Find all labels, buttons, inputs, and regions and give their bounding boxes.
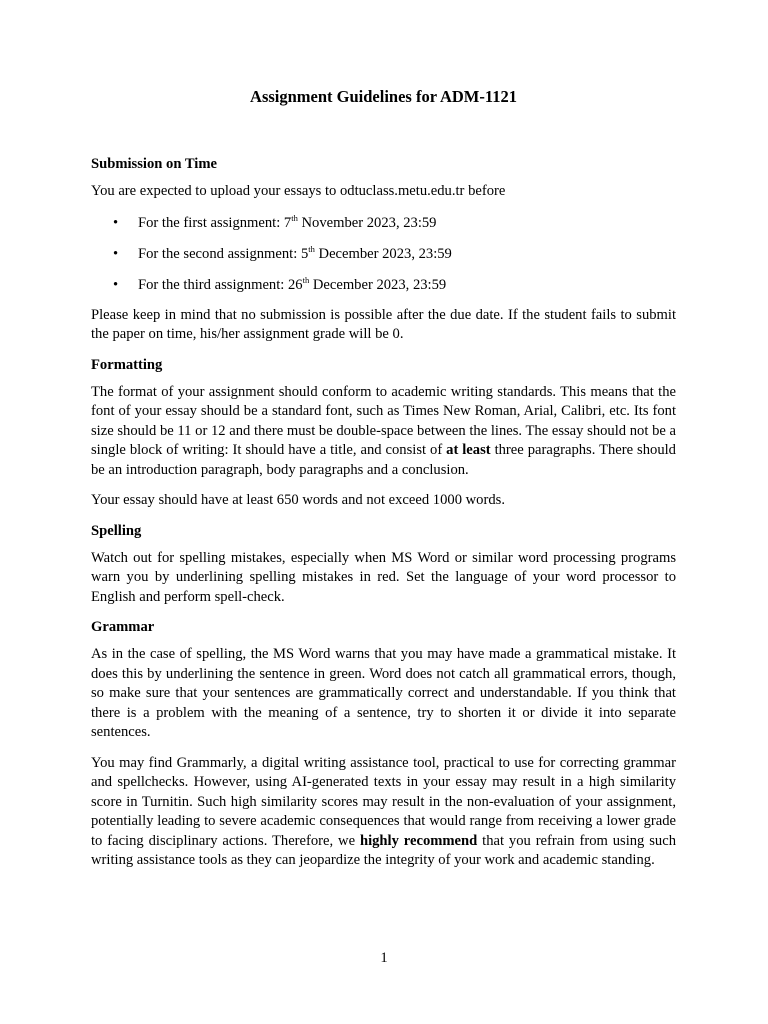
grammar-paragraph: As in the case of spelling, the MS Word warns that you may have made a grammatical mistake. It does this by underlining the sentence in green. Word does not catch all grammatical errors, though, so make sure that your sentences are grammatically correct and understandable. If you think that there is a problem with the meaning of a sentence, try to shorten it or divide it into separate sentences. — [91, 646, 676, 740]
submission-intro: You are expected to upload your essays to odtuclass.metu.edu.tr before — [91, 183, 506, 199]
list-item: • For the first assignment: 7th November 2023, 23:59 — [113, 212, 437, 231]
heading-submission: Submission on Time — [91, 156, 217, 172]
document-title: Assignment Guidelines for ADM-1121 — [250, 87, 517, 106]
word-count-paragraph: Your essay should have at least 650 words and not exceed 1000 words. — [91, 492, 505, 508]
deadline-list — [91, 213, 676, 295]
bullet-icon: • — [113, 214, 119, 231]
heading-grammar: Grammar — [91, 619, 155, 635]
bullet-icon: • — [113, 276, 119, 293]
bullet-icon: • — [113, 245, 119, 262]
list-item: • For the third assignment: 26th December 2023, 23:59 — [113, 274, 447, 293]
emphasis-highly-recommend: highly recommend — [359, 832, 478, 849]
page-number: 1 — [380, 950, 388, 966]
submission-note: Please keep in mind that no submission is possible after the due date. If the student fails to submit the paper on time, his/her assignment grade will be 0. — [91, 306, 676, 342]
heading-spelling: Spelling — [91, 522, 142, 539]
grammarly-paragraph: You may find Grammarly, a digital writing assistance tool, practical to use for correcting grammar and spellchecks. However, using AI-generated texts in your essay may result in a high similarity score in Turnitin. Such high similarity scores may result in the non-evaluation of your assignment, potentially leading to severe academic consequences that would range from receiving a lower grade to facing disciplinary actions. Therefore, we highly recommend that you refrain from using such writing assistance tools as they can jeopardize the integrity of your work and academic standing. — [91, 754, 676, 868]
formatting-paragraph: The format of your assignment should conform to academic writing standards. This means that the font of your essay should be a standard font, such as Times New Roman, Arial, Calibri, etc. Its font size should be 11 or 12 and there must be double-space between the lines. The essay should not be a single block of writing: It should have a title, and consist of at least three paragraphs. There should be an introduction paragraph, body paragraphs and a conclusion. — [91, 383, 676, 478]
heading-formatting: Formatting — [91, 356, 163, 373]
list-item: • For the second assignment: 5th December 2023, 23:59 — [113, 243, 452, 262]
emphasis-at-least: at least — [446, 442, 491, 458]
spelling-paragraph: Watch out for spelling mistakes, especially when MS Word or similar word processing programs warn you by underlining spelling mistakes in red. Set the language of your word processor to English and perform spell-check. — [91, 549, 676, 605]
